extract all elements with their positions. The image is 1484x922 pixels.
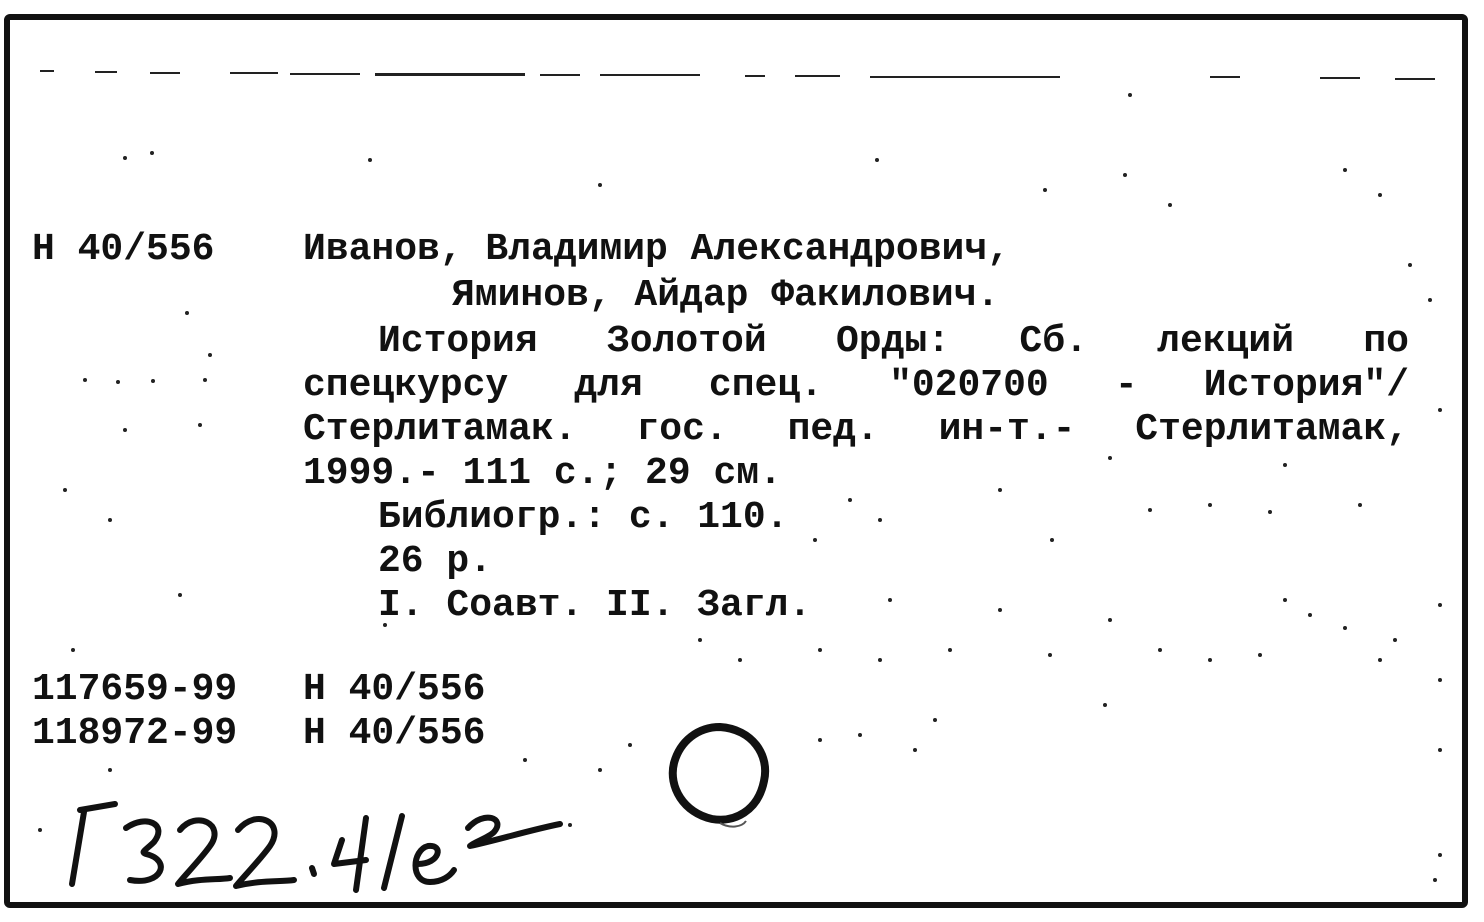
description-word: спецкурсу (303, 364, 509, 407)
description-word: гос. (636, 408, 728, 451)
author-line: Иванов, Владимир Александрович, (303, 228, 1010, 271)
description-word: для (574, 364, 643, 407)
description-word: пед. (787, 408, 879, 451)
description-line-2 (303, 364, 1409, 408)
coauthor-line: Яминов, Айдар Факилович. (452, 274, 1000, 317)
holding-shelf: Н 40/556 (303, 712, 486, 755)
description-word: лекций (1157, 320, 1294, 363)
holding-shelf: Н 40/556 (303, 668, 486, 711)
imprint-line: 1999.- 111 с.; 29 см. (303, 452, 782, 495)
price-line: 26 р. (378, 540, 493, 583)
holding-inventory: 118972-99 (32, 712, 238, 755)
description-word: Золотой (607, 320, 767, 363)
description-line-1 (378, 320, 1409, 364)
description-word: История (378, 320, 538, 363)
handwritten-classification (50, 780, 610, 900)
stamp-circle-icon (660, 715, 780, 835)
description-word: Сб. (1019, 320, 1088, 363)
description-word: Орды: (836, 320, 951, 363)
description-line-3 (303, 408, 1409, 452)
description-word: Стерлитамак, (1135, 408, 1409, 451)
description-word: Стерлитамак. (303, 408, 577, 451)
description-word: История"/ (1203, 364, 1409, 407)
description-word: - (1114, 364, 1138, 407)
description-word: "020700 (889, 364, 1049, 407)
bibliography-line: Библиогр.: с. 110. (378, 496, 789, 539)
description-word: по (1363, 320, 1409, 363)
description-word: ин-т.- (938, 408, 1076, 451)
description-word: спец. (708, 364, 823, 407)
holding-inventory: 117659-99 (32, 668, 238, 711)
tracing-line: I. Соавт. II. Загл. (378, 584, 812, 627)
call-number-top: Н 40/556 (32, 228, 215, 271)
